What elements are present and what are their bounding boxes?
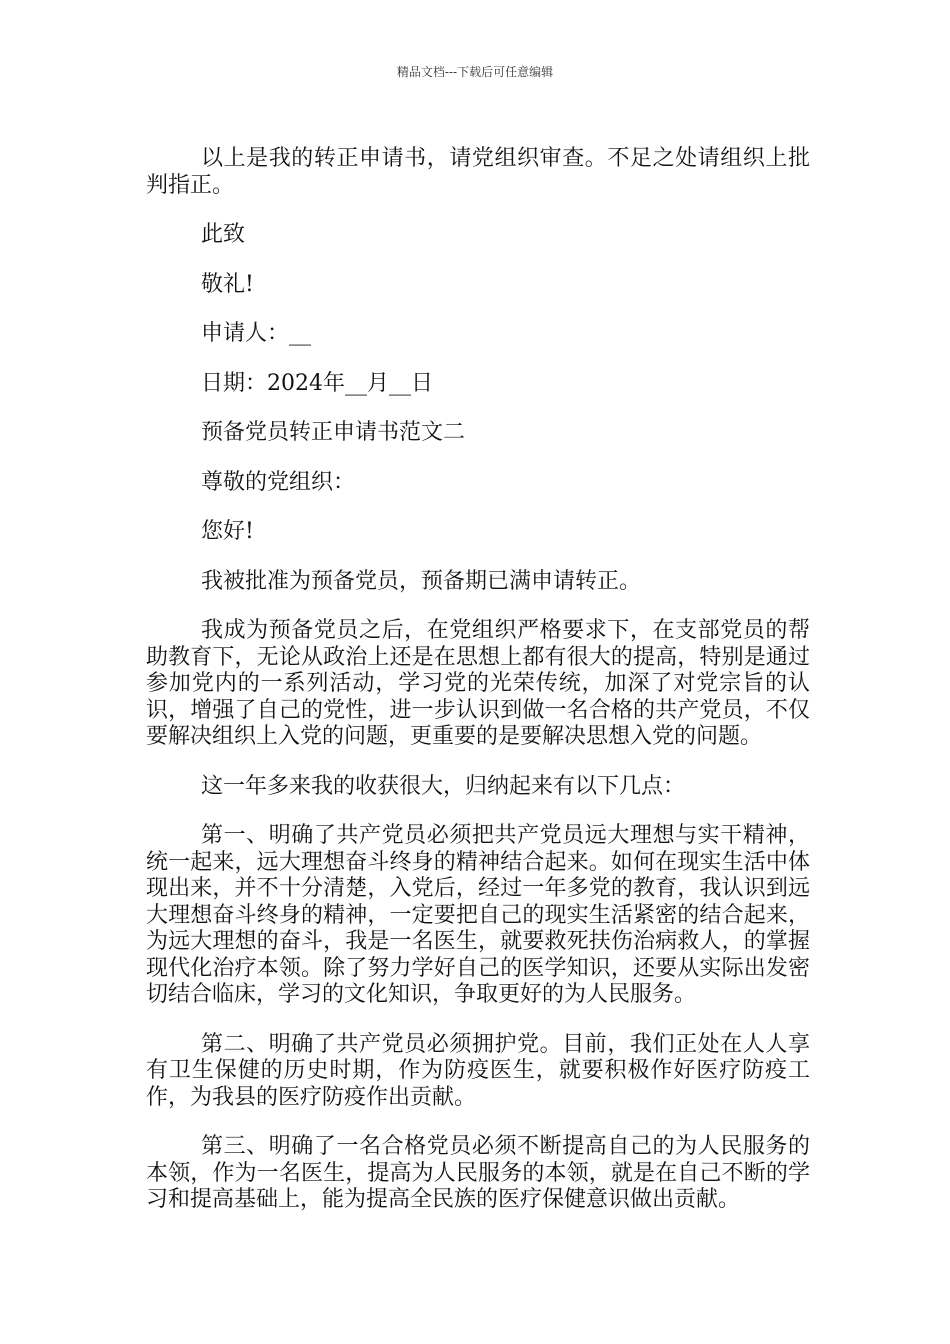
paragraph-point-1: 第一、明确了共产党员必须把共产党员远大理想与实干精神，统一起来，远大理想奋斗终身的精神结合起来。如何在现实生活中体现出来，并不十分清楚，入党后，经过一年多党的教育，我认识到远大理想奋斗终身的精神，一定要把自己的现实生活紧密的结合起来，为远大理想的奋斗，我是一名医生，就要救死扶伤治病救人，的掌握现代化治疗本领。除了努力学好自己的医学知识，还要从实际出发密切结合临床，学习的文化知识，争取更好的为人民服务。 [146,823,810,1007]
paragraph-date: 日期：2024年__月__日 [201,370,433,396]
paragraph-section-title: 预备党员转正申请书范文二 [201,420,466,445]
paragraph-salutation-jingli: 敬礼! [201,271,254,297]
paragraph-addressee: 尊敬的党组织： [201,469,356,495]
paragraph-statement: 我被批准为预备党员，预备期已满申请转正。 [201,568,642,594]
paragraph-point-2: 第二、明确了共产党员必须拥护党。目前，我们正处在人人享有卫生保健的历史时期，作为防疫医生，就要积极作好医疗防疫工作，为我县的医疗防疫作出贡献。 [146,1031,810,1110]
page-header-note: 精品文档---下载后可任意编辑 [396,65,554,79]
paragraph-applicant: 申请人：__ [201,321,312,346]
paragraph-body-1: 我成为预备党员之后，在党组织严格要求下，在支部党员的帮助教育下，无论从政治上还是在思想上都有很大的提高，特别是通过参加党内的一系列活动，学习党的光荣传统，加深了对党宗旨的认识，增强了自己的党性，进一步认识到做一名合格的共产党员，不仅要解决组织上入党的问题，更重要的是要解决思想入党的问题。 [146,618,810,749]
paragraph-salutation-cizhi: 此致 [201,222,246,247]
paragraph-point-3: 第三、明确了一名合格党员必须不断提高自己的为人民服务的本领，作为一名医生，提高为人民服务的本领，就是在自己不断的学习和提高基础上，能为提高全民族的医疗保健意识做出贡献。 [146,1134,810,1212]
paragraph-greeting: 您好! [201,519,254,544]
document-body [146,146,810,1237]
paragraph-summary-intro: 这一年多来我的收获很大，归纳起来有以下几点： [201,773,686,799]
paragraph-closing-request: 以上是我的转正申请书，请党组织审查。不足之处请组织上批判指正。 [146,146,810,198]
